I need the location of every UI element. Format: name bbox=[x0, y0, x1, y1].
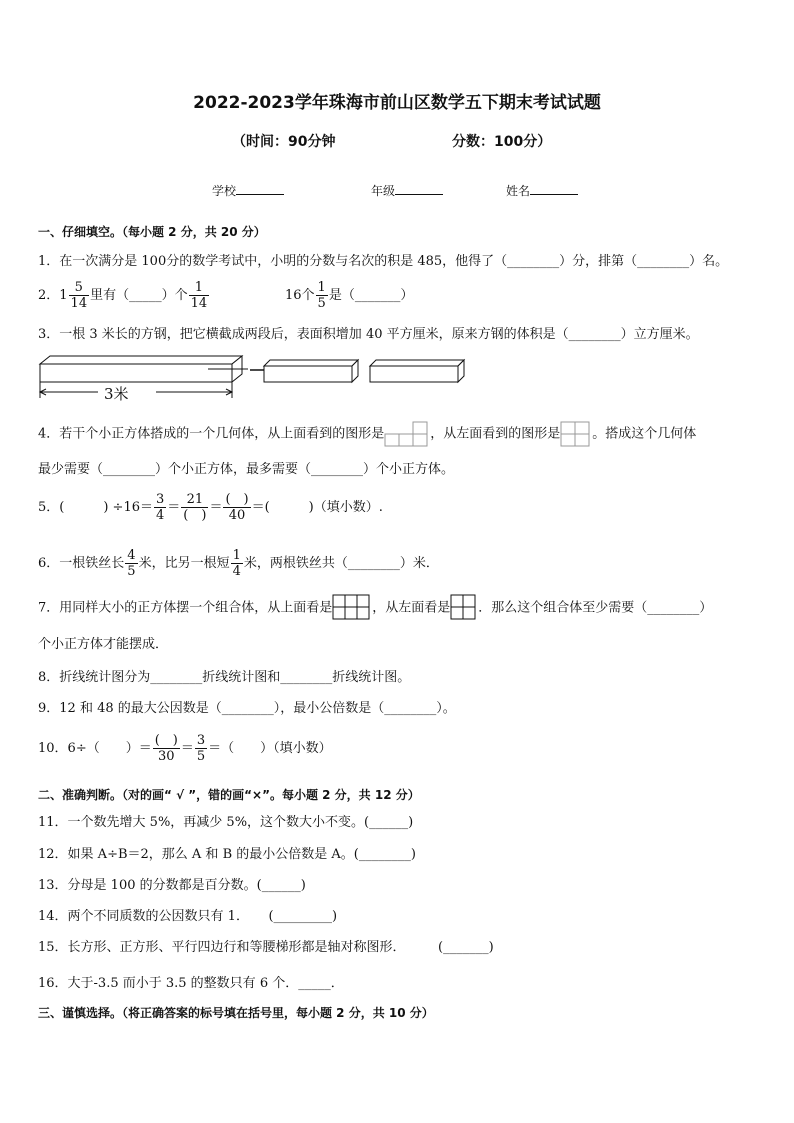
question-15: 15．长方形、正方形、平行四边行和等腰梯形都是轴对称图形． (_______) bbox=[38, 940, 494, 955]
fraction: $\frac{3}{5}$ bbox=[196, 733, 206, 764]
left-view-grid bbox=[560, 421, 592, 447]
section-2-heading: 二、准确判断。（对的画“ √ ”，错的画“×”。每小题 2 分，共 12 分） bbox=[38, 788, 420, 802]
bar-top-face bbox=[40, 356, 242, 364]
question-6: 6．一根铁丝长 $\frac{4}{5}$ 米，比另一根短 $\frac{1}{4}$ 米，两根铁丝共（________）米． bbox=[38, 548, 439, 579]
fraction: $\frac{3}{4}$ bbox=[155, 492, 165, 523]
question-10: 10．6÷（ ）＝ $\frac{( )}{30}$ ＝ $\frac{3}{5}$ ＝（ ）（填小数） bbox=[38, 733, 332, 764]
bar-front-face bbox=[40, 364, 232, 382]
question-4-continued: 最少需要（________）个小正方体，最多需要（________）个小正方体。 bbox=[38, 462, 455, 477]
question-13: 13．分母是 100 的分数都是百分数。(______) bbox=[38, 878, 306, 893]
question-1: 1．在一次满分是 100分的数学考试中，小明的分数与名次的积是 485，他得了（________）分，排第（________）名。 bbox=[38, 254, 729, 269]
fraction: $\frac{( )}{40}$ bbox=[225, 492, 249, 523]
question-7: 7．用同样大小的正方体摆一个组合体，从上面看是 ，从左面看是 ．那么这个组合体至少需要（________） bbox=[38, 594, 712, 622]
question-16: 16．大于-3.5 而小于 3.5 的整数只有 6 个．_____． bbox=[38, 976, 344, 991]
fraction: $\frac{1}{14}$ bbox=[190, 280, 208, 311]
fraction: $\frac{( )}{30}$ bbox=[154, 733, 178, 764]
name-field: 姓名 bbox=[506, 182, 578, 199]
question-11: 11．一个数先增大 5%，再减少 5%，这个数大小不变。(______) bbox=[38, 815, 414, 830]
length-label: 3米 bbox=[98, 383, 135, 404]
question-14: 14．两个不同质数的公因数只有 1． (_________) bbox=[38, 909, 338, 924]
question-5: 5．( ) ÷16＝ $\frac{3}{4}$ ＝ $\frac{21}{( )}$ ＝ $\frac{( )}{40}$ ＝( )（填小数）. bbox=[38, 492, 383, 523]
question-9: 9．12 和 48 的最大公因数是（________），最小公倍数是（________）。 bbox=[38, 701, 456, 716]
section-3-heading: 三、谨慎选择。（将正确答案的标号填在括号里，每小题 2 分，共 10 分） bbox=[38, 1006, 434, 1020]
question-8: 8．折线统计图分为________折线统计图和________折线统计图。 bbox=[38, 670, 411, 685]
question-3: 3．一根 3 米长的方钢，把它横截成两段后，表面积增加 40 平方厘米，原来方钢的体积是（________）立方厘米。 bbox=[38, 327, 699, 342]
fraction: $\frac{1}{4}$ bbox=[232, 548, 241, 579]
fraction: $\frac{4}{5}$ bbox=[127, 548, 136, 579]
piece-2-front bbox=[370, 366, 458, 382]
fraction: $\frac{21}{( )}$ bbox=[183, 492, 207, 523]
piece-1-front bbox=[264, 366, 352, 382]
fraction: $\frac{1}{5}$ bbox=[317, 280, 326, 311]
page-title: 2022-2023学年珠海市前山区数学五下期末考试试题 bbox=[193, 93, 601, 113]
exam-time: （时间：90分钟 bbox=[232, 134, 336, 150]
school-field: 学校 bbox=[212, 182, 284, 199]
top-view-grid-2 bbox=[332, 594, 372, 622]
section-1-heading: 一、仔细填空。（每小题 2 分，共 20 分） bbox=[38, 225, 266, 239]
fraction: $\frac{5}{14}$ bbox=[70, 280, 88, 311]
question-12: 12．如果 A÷B＝2，那么 A 和 B 的最小公倍数是 A。(________) bbox=[38, 847, 416, 862]
piece-1-top bbox=[264, 360, 358, 366]
exam-score: 分数：100分） bbox=[452, 134, 552, 150]
left-view-grid-2 bbox=[450, 594, 478, 622]
question-4: 4．若干个小正方体搭成的一个几何体，从上面看到的图形是 ，从左面看到的图形是 。搭成这个几何体 bbox=[38, 421, 696, 447]
piece-2-top bbox=[370, 360, 464, 366]
top-view-grid bbox=[384, 421, 430, 447]
question-2-part-b: 16个 $\frac{1}{5}$ 是（_______） bbox=[285, 280, 414, 311]
question-2: 2．1 $\frac{5}{14}$ 里有（_____）个 $\frac{1}{14}$ bbox=[38, 280, 208, 311]
question-7-continued: 个小正方体才能摆成． bbox=[38, 637, 169, 652]
grade-field: 年级 bbox=[371, 182, 443, 199]
